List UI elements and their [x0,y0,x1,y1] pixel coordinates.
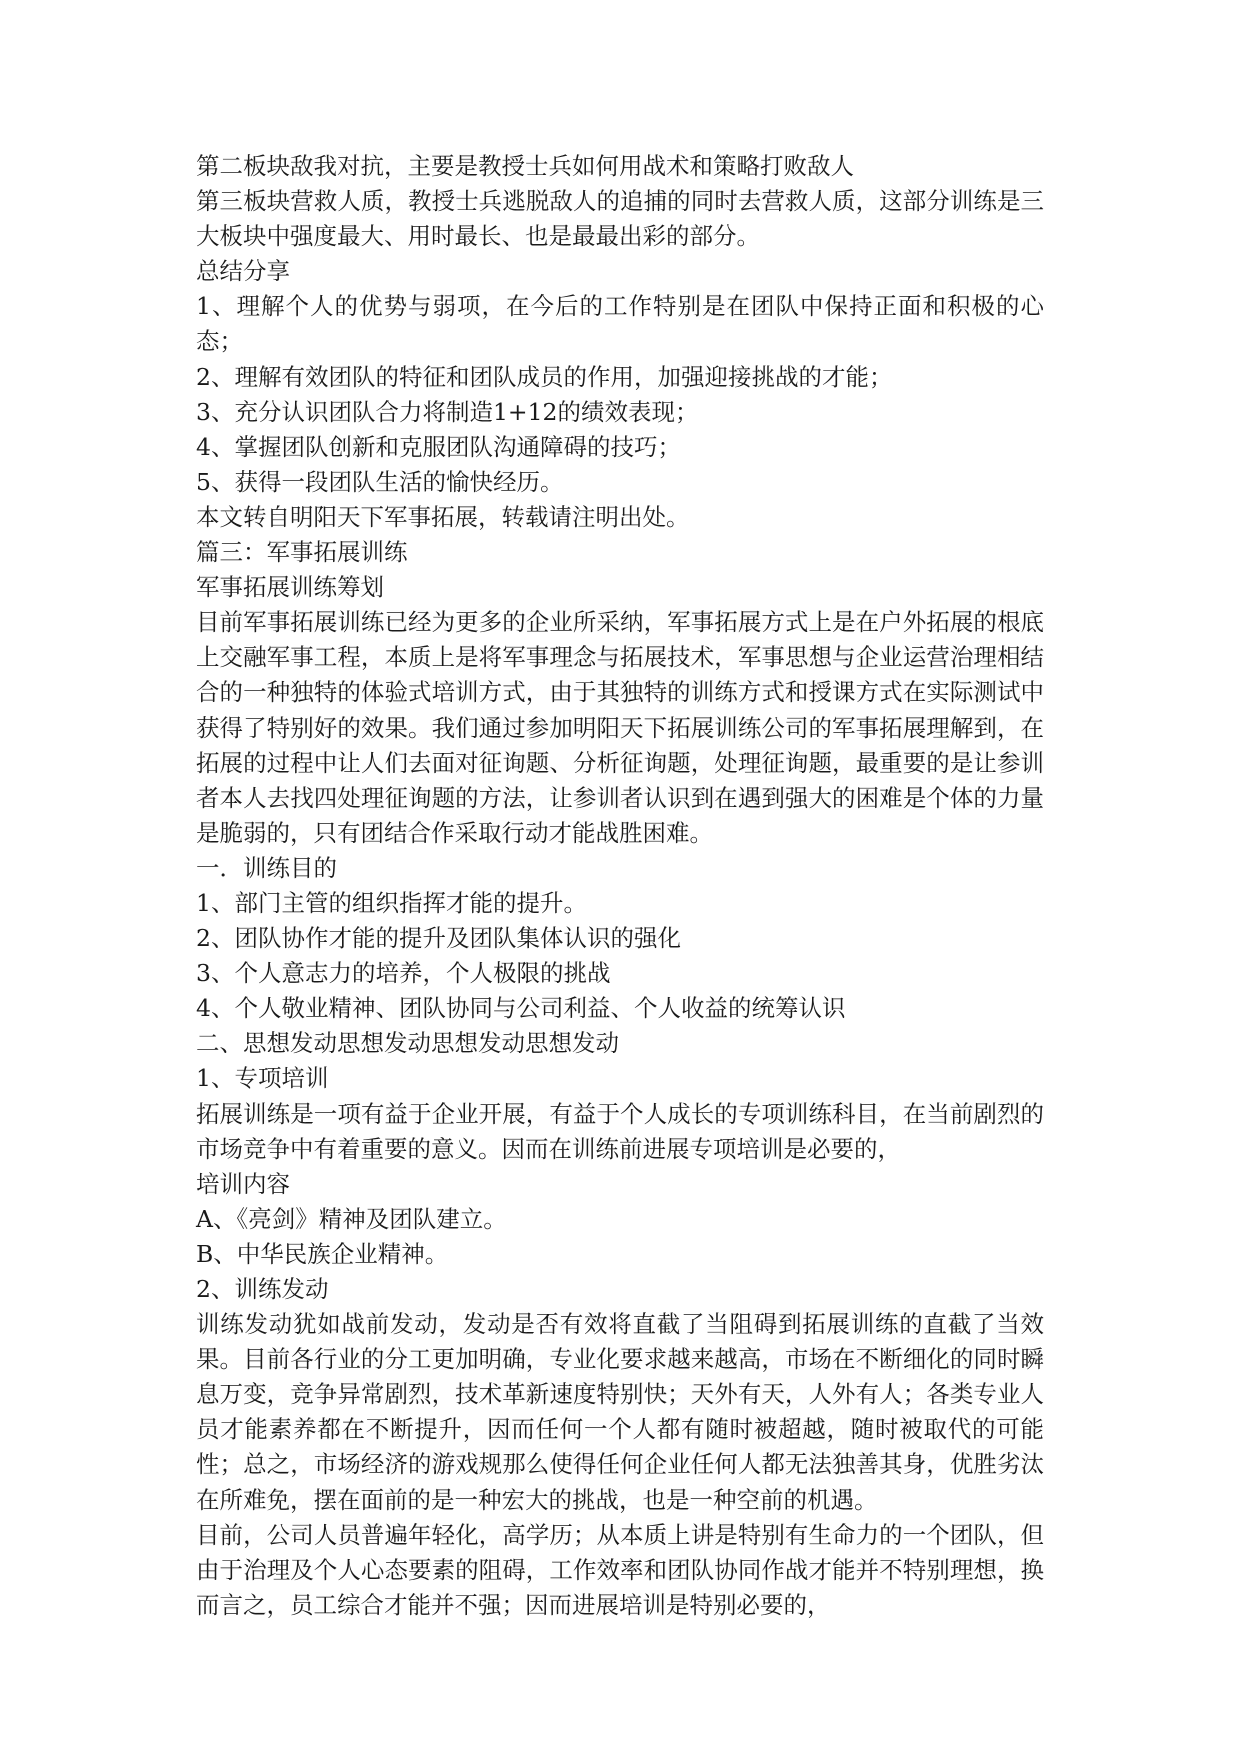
purpose-item-4: 4、个人敬业精神、团队协同与公司利益、个人收益的统筹认识 [196,994,846,1023]
source-note: 本文转自明阳天下军事拓展，转载请注明出处。 [196,502,690,531]
summary-item-2: 2、理解有效团队的特征和团队成员的作用，加强迎接挑战的才能； [196,362,893,391]
content-item-a: A、《亮剑》精神及团队建立。 [196,1204,507,1233]
paragraph-block-three: 第三板块营救人质，教授士兵逃脱敌人的追捕的同时去营救人质，这部分训练是三大板块中强度最大、用时最长、也是最最出彩的部分。 [196,187,1044,251]
purpose-item-1: 1、部门主管的组织指挥才能的提升。 [196,888,587,917]
subheading-special-training: 1、专项培训 [196,1064,329,1093]
content-item-b: B、中华民族企业精神。 [196,1239,449,1268]
paragraph-special-training: 拓展训练是一项有益于企业开展，有益于个人成长的专项训练科目，在当前剧烈的市场竞争中有着重要的意义。因而在训练前进展专项培训是必要的， [196,1099,1044,1163]
document-body [196,149,1044,1623]
summary-item-1: 1、理解个人的优势与弱项，在今后的工作特别是在团队中保持正面和积极的心态； [196,292,1044,356]
paragraph-introduction: 目前军事拓展训练已经为更多的企业所采纳，军事拓展方式上是在户外拓展的根底上交融军事工程，本质上是将军事理念与拓展技术，军事思想与企业运营治理相结合的一种独特的体验式培训方式，由于其独特的训练方式和授课方式在实际测试中获得了特别好的效果。我们通过参加明阳天下拓展训练公司的军事拓展理解到，在拓展的过程中让人们去面对征询题、分析征询题，处理征询题，最重要的是让参训者本人去找四处理征询题的方法，让参训者认识到在遇到强大的困难是个体的力量是脆弱的，只有团结合作采取行动才能战胜困难。 [196,608,1044,847]
heading-summary: 总结分享 [196,257,290,286]
summary-item-3: 3、充分认识团队合力将制造1+12的绩效表现； [196,397,699,426]
paragraph-training-mobilization: 训练发动犹如战前发动，发动是否有效将直截了当阻碍到拓展训练的直截了当效果。目前各行业的分工更加明确，专业化要求越来越高，市场在不断细化的同时瞬息万变，竞争异常剧烈，技术革新速度特别快；天外有天，人外有人；各类专业人员才能素养都在不断提升，因而任何一个人都有随时被超越，随时被取代的可能性；总之，市场经济的游戏规那么使得任何企业任何人都无法独善其身，优胜劣汰在所难免，摆在面前的是一种宏大的挑战，也是一种空前的机遇。 [196,1310,1044,1514]
summary-item-4: 4、掌握团队创新和克服团队沟通障碍的技巧； [196,432,681,461]
summary-item-5: 5、获得一段团队生活的愉快经历。 [196,467,564,496]
heading-mobilization: 二、思想发动思想发动思想发动思想发动 [196,1029,619,1058]
subheading-training-content: 培训内容 [196,1169,290,1198]
subheading-training-mobilization: 2、训练发动 [196,1275,329,1303]
heading-training-purpose: 一．训练目的 [196,853,337,882]
purpose-item-3: 3、个人意志力的培养，个人极限的挑战 [196,959,611,988]
purpose-item-2: 2、团队协作才能的提升及团队集体认识的强化 [196,924,681,953]
paragraph-block-two: 第二板块敌我对抗，主要是教授士兵如何用战术和策略打败敌人 [196,152,854,180]
section-subtitle-planning: 军事拓展训练筹划 [196,573,384,602]
section-title-part-three: 篇三：军事拓展训练 [196,538,408,567]
paragraph-company-staff: 目前，公司人员普遍年轻化，高学历；从本质上讲是特别有生命力的一个团队，但由于治理及个人心态要素的阻碍，工作效率和团队协同作战才能并不特别理想，换而言之，员工综合才能并不强；因而进展培训是特别必要的， [196,1520,1044,1619]
